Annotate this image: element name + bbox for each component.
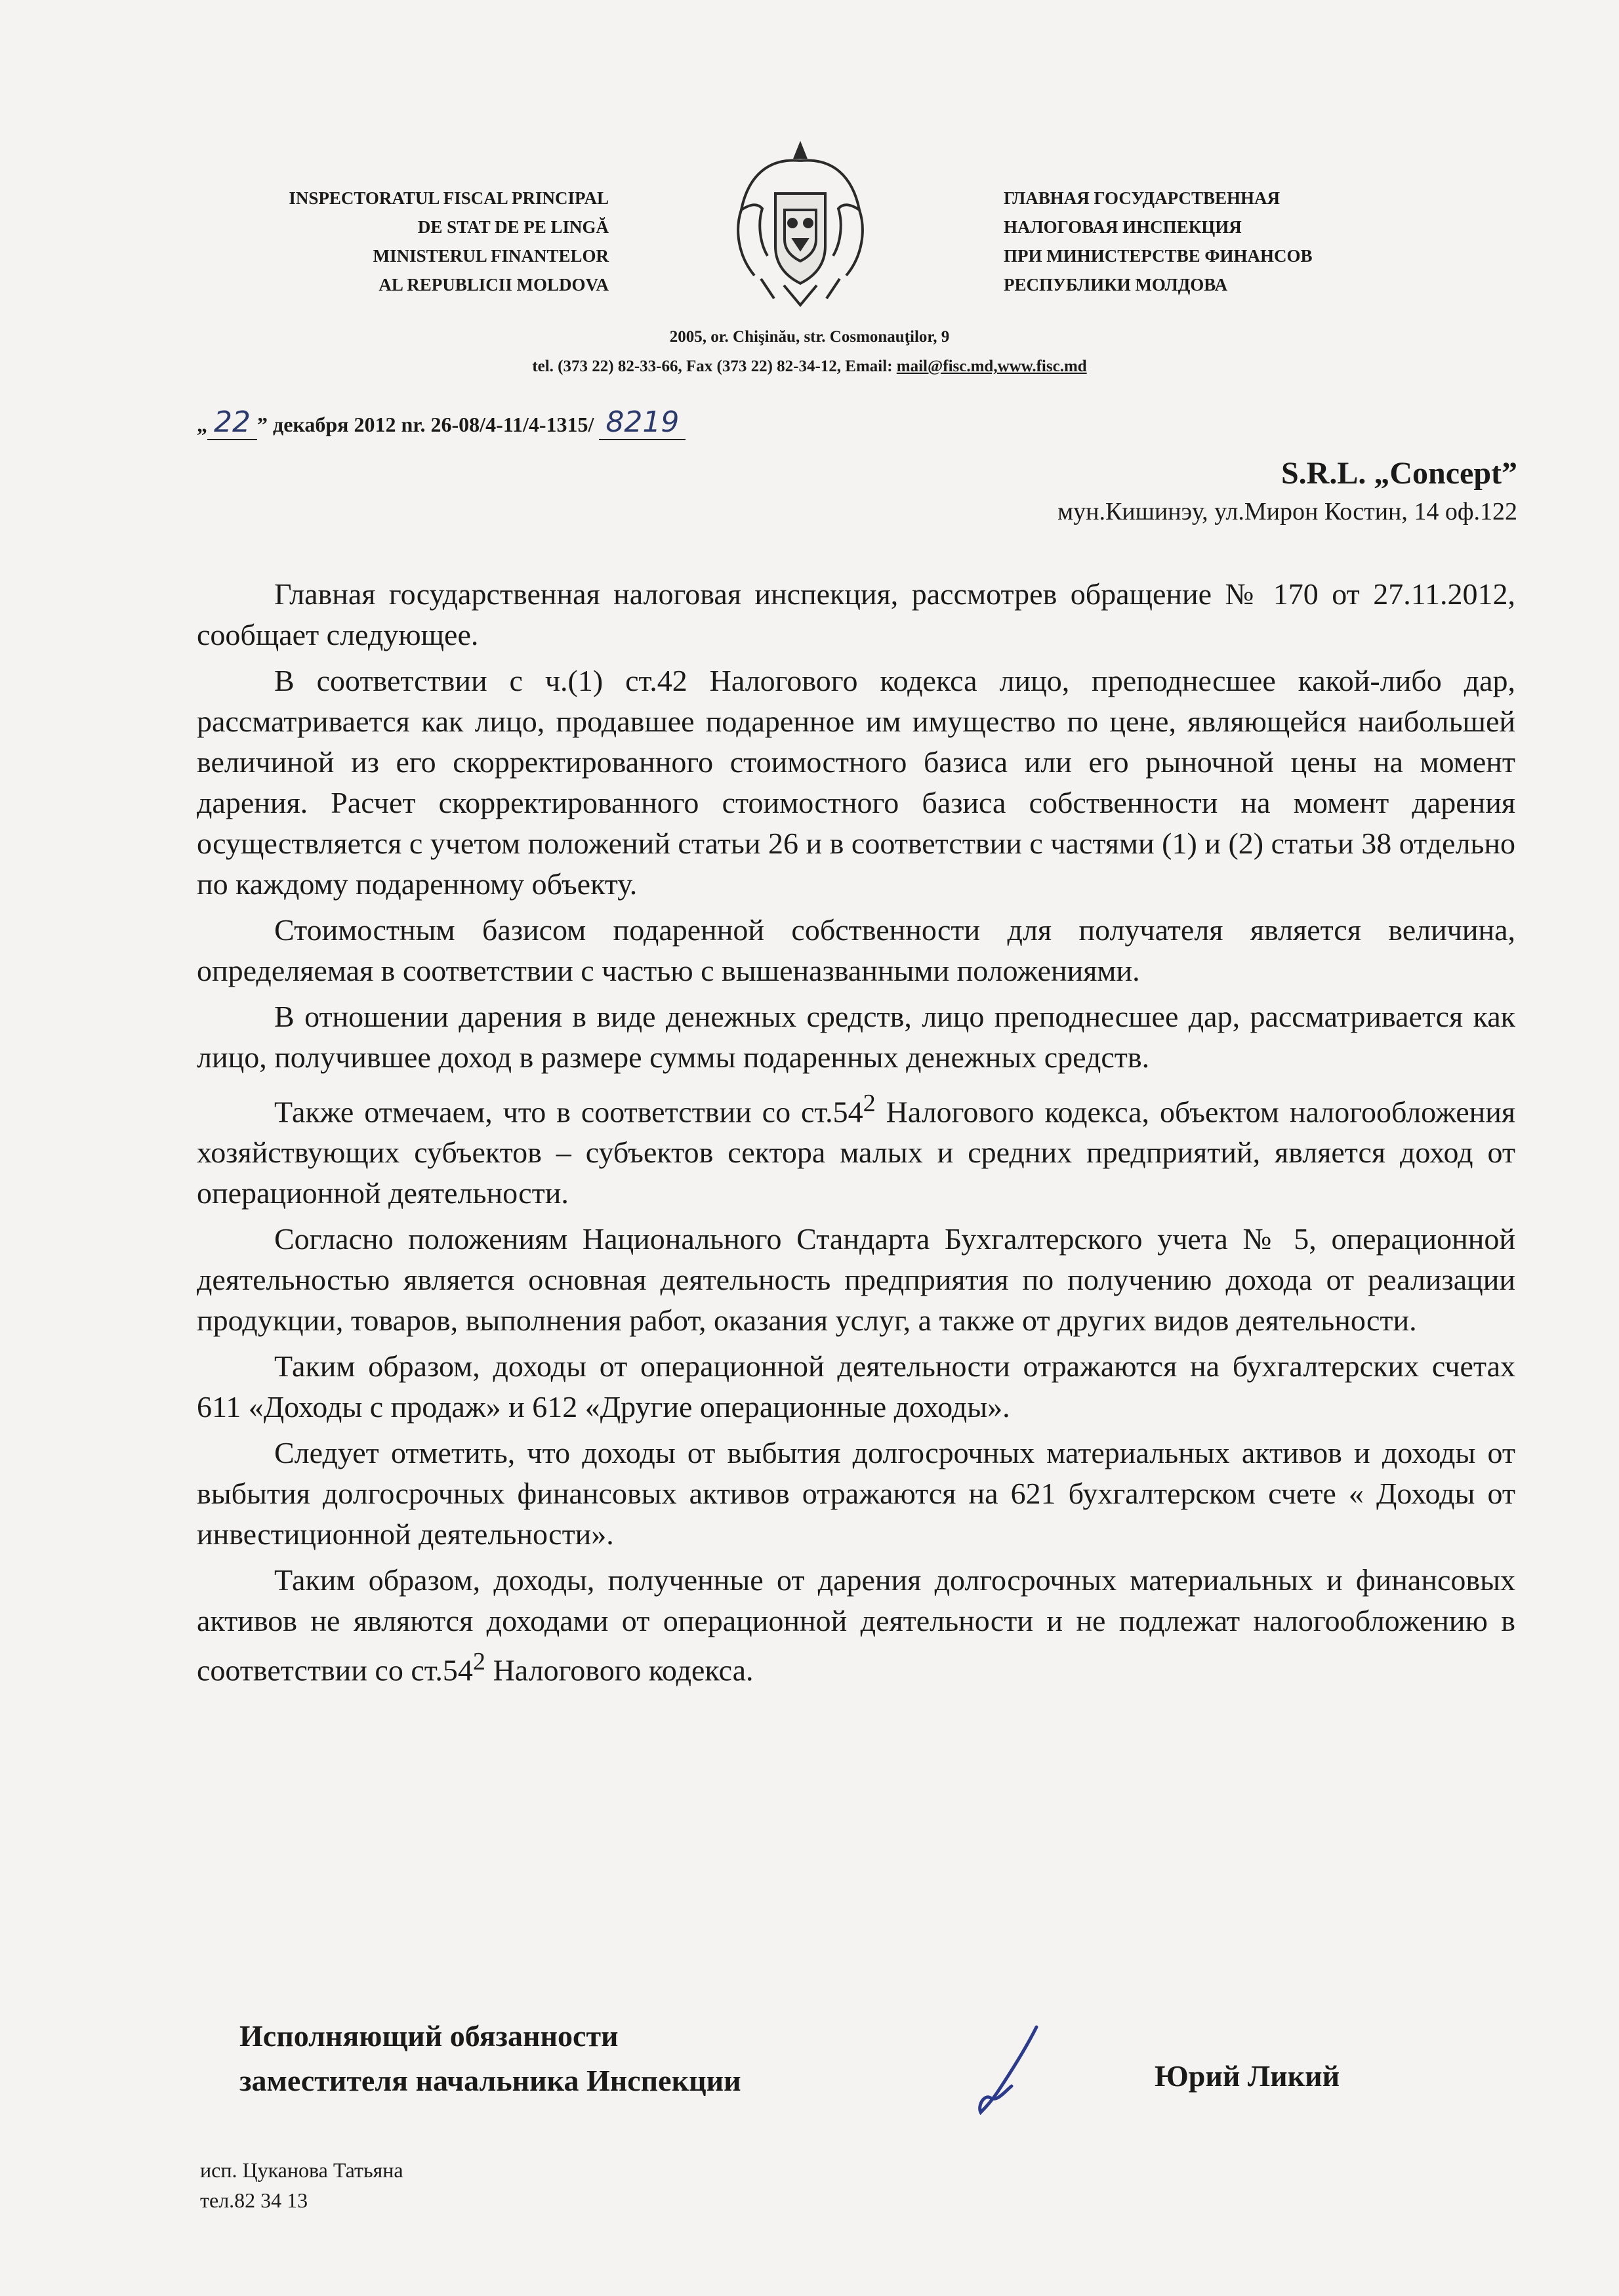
header-right-line: ГЛАВНАЯ ГОСУДАРСТВЕННАЯ: [1004, 188, 1280, 208]
header-left-line: DE STAT DE PE LINGĂ: [417, 217, 609, 237]
quote-mark: „: [197, 413, 207, 436]
reference-line: [197, 405, 686, 439]
header-russian: [1004, 184, 1463, 299]
body-paragraph: Стоимостным базисом подаренной собственности для получателя является величина, определяемая в соответствии с частью с вышеназванными положениями.: [197, 913, 1515, 987]
header-right-line: НАЛОГОВАЯ ИНСПЕКЦИЯ: [1004, 217, 1242, 237]
coat-of-arms-icon: [722, 131, 879, 315]
superscript: 2: [472, 1648, 486, 1676]
paragraph-text: Таким образом, доходы, полученные от дарения долгосрочных материальных и финансовых активов не являются доходами от операционной деятельности и не подлежат налогообложению в соответствии со ст.54: [197, 1563, 1515, 1687]
body-paragraph: Главная государственная налоговая инспекция, рассмотрев обращение № 170 от 27.11.2012, сообщает следующее.: [197, 577, 1515, 651]
address-line: 2005, or. Chişinău, str. Cosmonauţilor, 9: [669, 328, 950, 346]
recipient-name: S.R.L. „Concept”: [1281, 456, 1517, 491]
header-left-line: INSPECTORATUL FISCAL PRINCIPAL: [289, 188, 609, 208]
body-paragraph: [197, 1560, 1515, 1691]
handwritten-day: 22: [207, 405, 257, 440]
executor-phone: тел.82 34 13: [200, 2188, 308, 2212]
body-paragraph: Следует отметить, что доходы от выбытия долгосрочных материальных активов и доходы от выбытия долгосрочных финансовых активов отражаются на 621 бухгалтерском счете « Доходы от инвестиционной деятельности».: [197, 1436, 1515, 1551]
letter-body: [197, 574, 1515, 1696]
recipient-address: мун.Кишинэу, ул.Мирон Костин, 14 оф.122: [1057, 498, 1517, 525]
contacts-line: [0, 358, 1619, 376]
header-left-line: AL REPUBLICII MOLDOVA: [379, 275, 609, 295]
superscript: 2: [863, 1090, 876, 1117]
recipient-block: [1057, 453, 1517, 529]
header-right-line: РЕСПУБЛИКИ МОЛДОВА: [1004, 275, 1228, 295]
phone-fax: tel. (373 22) 82-33-66, Fax (373 22) 82-34-12, Email:: [532, 358, 897, 375]
signatory-title: [239, 2014, 741, 2103]
body-paragraph: В отношении дарения в виде денежных средств, лицо преподнесшее дар, рассматривается как лицо, получившее доход в размере суммы подаренных денежных средств.: [197, 1000, 1515, 1074]
body-paragraph: Таким образом, доходы от операционной деятельности отражаются на бухгалтерских счетах 611 «Доходы с продаж» и 612 «Другие операционные доходы».: [197, 1349, 1515, 1424]
body-paragraph: Согласно положениям Национального Стандарта Бухгалтерского учета № 5, операционной деятельностью является основная деятельность предприятия по получению дохода от реализации продукции, товаров, выполнения работ, оказания услуг, а также от других видов деятельности.: [197, 1222, 1515, 1338]
header-left-line: MINISTERUL FINANTELOR: [373, 246, 609, 266]
signatory-title-line: Исполняющий обязанности: [239, 2019, 619, 2053]
paragraph-text: Налогового кодекса, объектом налогообложения хозяйствующих субъектов – субъектов сектора малых и средних предприятий, является доход от операционной деятельности.: [197, 1095, 1516, 1210]
header-right-line: ПРИ МИНИСТЕРСТВЕ ФИНАНСОВ: [1004, 246, 1313, 266]
header-romanian: [197, 184, 609, 299]
handwritten-signature-icon: [964, 2020, 1063, 2125]
paragraph-text: Налогового кодекса.: [485, 1653, 754, 1687]
executor-block: [200, 2155, 403, 2215]
handwritten-number: 8219: [599, 405, 686, 440]
body-paragraph: В соответствии с ч.(1) ст.42 Налогового кодекса лицо, преподнесшее какой-либо дар, рассматривается как лицо, продавшее подаренное им имущество по цене, являющейся наибольшей величиной из его скорректированного стоимостного базиса или его рыночной цены на момент дарения. Расчет скорректированного стоимостного базиса собственности на момент дарения осуществляется с учетом положений статьи 26 и в соответствии с частями (1) и (2) статьи 38 отдельно по каждому подаренному объекту.: [197, 664, 1515, 901]
signatory-title-line: заместителя начальника Инспекции: [239, 2064, 741, 2097]
signatory-name: Юрий Ликий: [1155, 2059, 1340, 2093]
paragraph-text: Также отмечаем, что в соответствии со ст.54: [274, 1095, 863, 1129]
executor-name: исп. Цуканова Татьяна: [200, 2158, 403, 2182]
email-link[interactable]: mail@fisc.md,www.fisc.md: [896, 358, 1087, 375]
body-paragraph: [197, 1083, 1515, 1214]
reference-text: ” декабря 2012 nr. 26-08/4-11/4-1315/: [257, 413, 600, 436]
